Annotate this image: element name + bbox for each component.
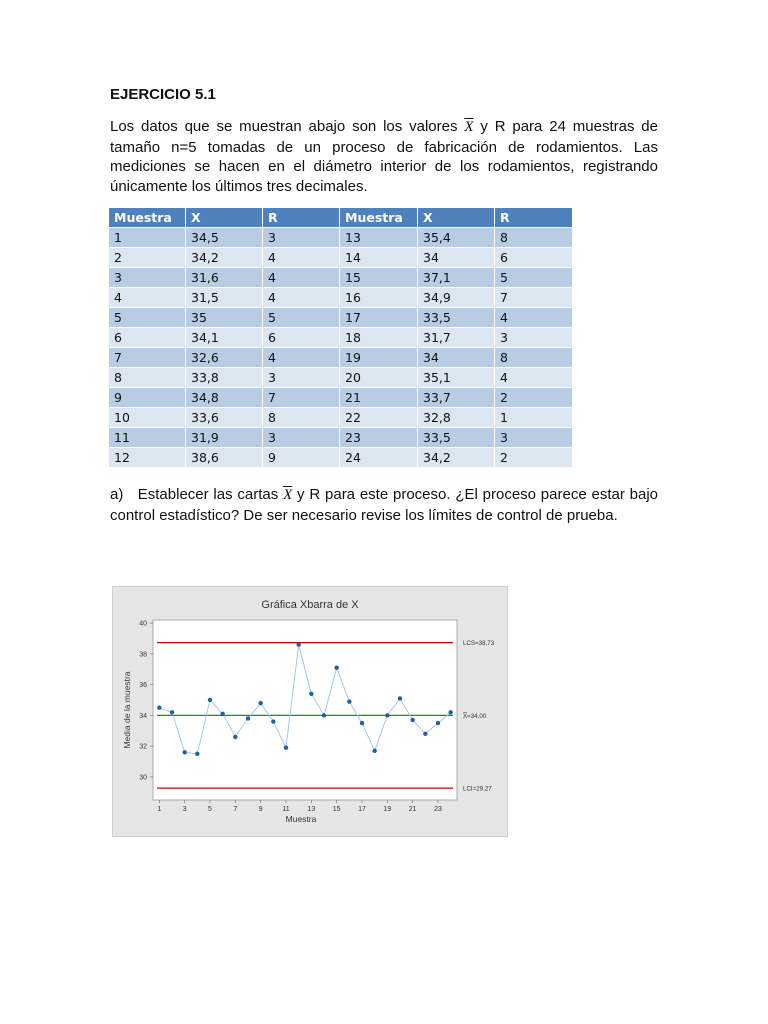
table-cell: 13 bbox=[340, 228, 418, 248]
table-cell: 32,8 bbox=[418, 408, 495, 428]
header-r-1: R bbox=[263, 208, 340, 228]
table-cell: 2 bbox=[109, 248, 186, 268]
table-cell: 33,7 bbox=[418, 388, 495, 408]
table-cell: 20 bbox=[340, 368, 418, 388]
table-cell: 3 bbox=[263, 228, 340, 248]
table-row bbox=[109, 368, 573, 388]
table-row bbox=[109, 348, 573, 368]
data-point bbox=[309, 692, 313, 696]
header-r-2: R bbox=[495, 208, 573, 228]
table-cell: 8 bbox=[495, 348, 573, 368]
table-cell: 22 bbox=[340, 408, 418, 428]
data-point bbox=[410, 718, 414, 722]
table-cell: 34,1 bbox=[186, 328, 263, 348]
table-cell: 31,9 bbox=[186, 428, 263, 448]
data-point bbox=[195, 752, 199, 756]
table-cell: 33,5 bbox=[418, 428, 495, 448]
table-cell: 9 bbox=[109, 388, 186, 408]
data-point bbox=[448, 710, 452, 714]
table-row bbox=[109, 408, 573, 428]
chart-svg bbox=[113, 587, 507, 836]
data-point bbox=[423, 732, 427, 736]
table-cell: 34,9 bbox=[418, 288, 495, 308]
table-cell: 34,8 bbox=[186, 388, 263, 408]
table-cell: 1 bbox=[495, 408, 573, 428]
table-cell: 14 bbox=[340, 248, 418, 268]
header-x-1: X bbox=[186, 208, 263, 228]
table-cell: 34,2 bbox=[418, 448, 495, 468]
x-tick-label: 1 bbox=[157, 806, 162, 813]
y-tick-label: 36 bbox=[139, 682, 147, 690]
y-tick-label: 38 bbox=[139, 651, 147, 659]
control-limit-label: LCS=38,73 bbox=[463, 640, 495, 648]
data-point bbox=[284, 745, 288, 749]
table-row bbox=[109, 228, 573, 248]
data-point bbox=[208, 698, 212, 702]
table-cell: 18 bbox=[340, 328, 418, 348]
table-cell: 35 bbox=[186, 308, 263, 328]
samples-table bbox=[108, 207, 573, 468]
table-cell: 16 bbox=[340, 288, 418, 308]
intro-text-end: y R para 24 muestras de tamaño n=5 tomadas de un proceso de fabricación de rodamientos. Las mediciones se hacen en el diámetro interior de los rodamientos, registrando únicamente los últimos tres decimales. bbox=[110, 118, 658, 195]
table-cell: 32,6 bbox=[186, 348, 263, 368]
x-tick-label: 15 bbox=[332, 806, 341, 813]
x-bar-symbol: $\overline{X}$ bbox=[464, 119, 474, 135]
question-paragraph bbox=[110, 485, 658, 525]
data-point bbox=[347, 699, 351, 703]
table-cell: 35,1 bbox=[418, 368, 495, 388]
table-cell: 31,5 bbox=[186, 288, 263, 308]
table-cell: 4 bbox=[263, 268, 340, 288]
data-point bbox=[296, 642, 300, 646]
table-cell: 7 bbox=[495, 288, 573, 308]
data-point bbox=[334, 665, 338, 669]
x-tick-label: 11 bbox=[282, 806, 290, 813]
table-cell: 6 bbox=[495, 248, 573, 268]
table-cell: 34 bbox=[418, 248, 495, 268]
table-cell: 4 bbox=[263, 348, 340, 368]
data-point bbox=[360, 721, 364, 725]
data-point bbox=[258, 701, 262, 705]
table-cell: 2 bbox=[495, 388, 573, 408]
y-axis-label: Media de la muestra bbox=[122, 671, 132, 749]
table-cell: 33,5 bbox=[418, 308, 495, 328]
data-point bbox=[398, 696, 402, 700]
table-cell: 6 bbox=[263, 328, 340, 348]
table-cell: 5 bbox=[263, 308, 340, 328]
intro-text-start: Los datos que se muestran abajo son los valores bbox=[110, 118, 465, 135]
table-cell: 7 bbox=[109, 348, 186, 368]
table-cell: 4 bbox=[263, 248, 340, 268]
table-cell: 15 bbox=[340, 268, 418, 288]
table-row bbox=[109, 428, 573, 448]
question-text-start: a) Establecer las cartas bbox=[110, 486, 284, 503]
table-cell: 3 bbox=[495, 328, 573, 348]
data-point bbox=[246, 716, 250, 720]
table-cell: 8 bbox=[263, 408, 340, 428]
y-tick-label: 30 bbox=[139, 774, 147, 782]
table-cell: 4 bbox=[495, 308, 573, 328]
table-cell: 4 bbox=[109, 288, 186, 308]
data-point bbox=[157, 705, 161, 709]
table-cell: 34 bbox=[418, 348, 495, 368]
table-row bbox=[109, 288, 573, 308]
table-cell: 33,8 bbox=[186, 368, 263, 388]
x-tick-label: 7 bbox=[233, 806, 238, 813]
table-cell: 35,4 bbox=[418, 228, 495, 248]
table-cell: 23 bbox=[340, 428, 418, 448]
plot-area bbox=[153, 620, 457, 800]
table-cell: 3 bbox=[263, 368, 340, 388]
table-cell: 10 bbox=[109, 408, 186, 428]
x-tick-label: 9 bbox=[258, 806, 263, 813]
x-tick-label: 5 bbox=[208, 806, 212, 813]
header-muestra-2: Muestra bbox=[340, 208, 418, 228]
data-point bbox=[436, 721, 440, 725]
table-cell: 37,1 bbox=[418, 268, 495, 288]
table-cell: 1 bbox=[109, 228, 186, 248]
exercise-title: EJERCICIO 5.1 bbox=[110, 86, 216, 103]
data-point bbox=[220, 712, 224, 716]
table-row bbox=[109, 388, 573, 408]
y-tick-label: 34 bbox=[139, 712, 147, 720]
table-cell: 3 bbox=[495, 428, 573, 448]
chart-title: Gráfica Xbarra de X bbox=[261, 599, 359, 611]
table-cell: 9 bbox=[263, 448, 340, 468]
x-bar-symbol: $\overline{X}$ bbox=[283, 487, 293, 503]
table-cell: 24 bbox=[340, 448, 418, 468]
table-row bbox=[109, 268, 573, 288]
table-row bbox=[109, 308, 573, 328]
table-cell: 33,6 bbox=[186, 408, 263, 428]
data-point bbox=[372, 749, 376, 753]
x-tick-label: 23 bbox=[434, 806, 442, 813]
table-cell: 4 bbox=[263, 288, 340, 308]
table-cell: 34,5 bbox=[186, 228, 263, 248]
intro-paragraph bbox=[110, 117, 658, 196]
x-axis-label: Muestra bbox=[285, 814, 317, 824]
table-cell: 2 bbox=[495, 448, 573, 468]
x-tick-label: 19 bbox=[383, 806, 392, 813]
table-cell: 3 bbox=[263, 428, 340, 448]
table-cell: 19 bbox=[340, 348, 418, 368]
table-row bbox=[109, 328, 573, 348]
data-point bbox=[233, 735, 237, 739]
control-limit-label: X̿=34,00 bbox=[463, 712, 487, 720]
table-cell: 34,2 bbox=[186, 248, 263, 268]
table-cell: 12 bbox=[109, 448, 186, 468]
table-cell: 8 bbox=[495, 228, 573, 248]
x-tick-label: 3 bbox=[182, 806, 187, 813]
x-tick-label: 21 bbox=[408, 806, 417, 813]
data-point bbox=[271, 719, 275, 723]
table-header-row bbox=[109, 208, 573, 228]
x-tick-label: 13 bbox=[307, 806, 316, 813]
xbar-control-chart bbox=[112, 586, 508, 837]
x-tick-label: 17 bbox=[358, 806, 366, 813]
table-cell: 17 bbox=[340, 308, 418, 328]
table-cell: 3 bbox=[109, 268, 186, 288]
table-cell: 31,7 bbox=[418, 328, 495, 348]
table-cell: 5 bbox=[495, 268, 573, 288]
table-cell: 5 bbox=[109, 308, 186, 328]
table-cell: 31,6 bbox=[186, 268, 263, 288]
data-point bbox=[170, 710, 174, 714]
data-point bbox=[385, 713, 389, 717]
table-cell: 6 bbox=[109, 328, 186, 348]
data-point bbox=[322, 713, 326, 717]
table-cell: 8 bbox=[109, 368, 186, 388]
table-cell: 11 bbox=[109, 428, 186, 448]
table-cell: 4 bbox=[495, 368, 573, 388]
control-limit-label: LCI=29,27 bbox=[463, 785, 492, 793]
header-muestra-1: Muestra bbox=[109, 208, 186, 228]
table-row bbox=[109, 248, 573, 268]
y-tick-label: 40 bbox=[139, 620, 147, 628]
y-tick-label: 32 bbox=[139, 743, 147, 751]
table-cell: 21 bbox=[340, 388, 418, 408]
table-cell: 38,6 bbox=[186, 448, 263, 468]
data-point bbox=[182, 750, 186, 754]
question-text-end: y R para este proceso. ¿El proceso parece estar bajo control estadístico? De ser necesario revise los límites de control de prueba. bbox=[110, 486, 658, 524]
header-x-2: X bbox=[418, 208, 495, 228]
table-cell: 7 bbox=[263, 388, 340, 408]
table-row bbox=[109, 448, 573, 468]
